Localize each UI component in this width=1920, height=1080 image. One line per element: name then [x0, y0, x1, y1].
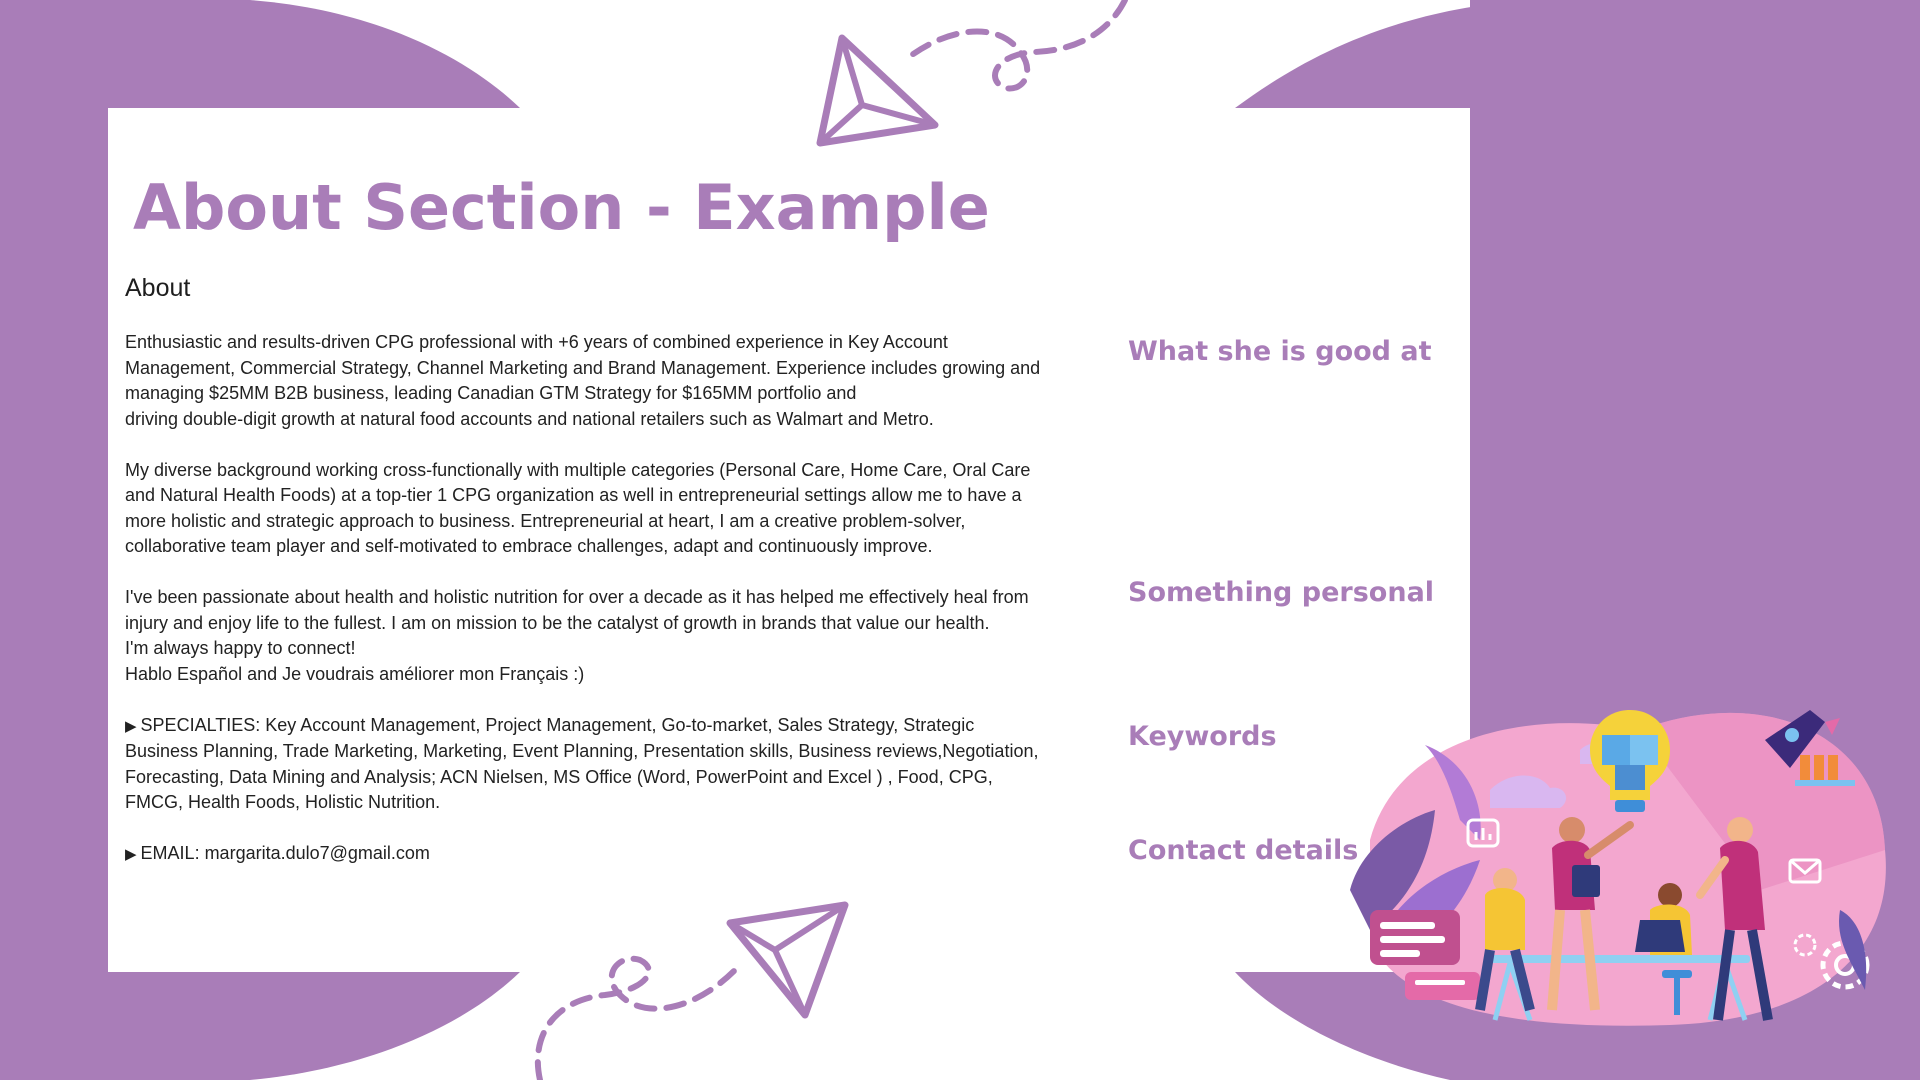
- text-line: and Natural Health Foods) at a top-tier 1 CPG organization as well in entrepreneurial settings allow me to have a: [125, 485, 1022, 505]
- text-line: Management, Commercial Strategy, Channel Marketing and Brand Management. Experience includes growing and: [125, 357, 1041, 378]
- slide-title: About Section - Example: [133, 171, 990, 244]
- text-line: FMCG, Health Foods, Holistic Nutrition.: [125, 792, 441, 812]
- email-text: EMAIL: margarita.dulo7@gmail.com: [140, 843, 430, 863]
- email-line: [125, 841, 1115, 868]
- annotation-keywords: Keywords: [1128, 721, 1277, 752]
- specialties-line: [125, 713, 1115, 740]
- about-body: [125, 330, 1115, 868]
- blob-left-band: [0, 0, 108, 1080]
- team-collaboration-illustration: [1340, 690, 1900, 1040]
- paper-plane-top-icon: [800, 0, 1130, 150]
- text-line: collaborative team player and self-motivated to embrace challenges, adapt and continuously improve.: [125, 536, 933, 556]
- text-line: Hablo Español and Je voudrais améliorer mon Français :): [125, 663, 585, 684]
- annotation-good-at: What she is good at: [1128, 336, 1432, 367]
- text-line: I'm always happy to connect!: [125, 638, 356, 658]
- blob-bottom-left: [0, 972, 520, 1080]
- text-line: injury and enjoy life to the fullest. I am on mission to be the catalyst of growth in brands that value our health.: [125, 612, 990, 633]
- text-line: Business Planning, Trade Marketing, Marketing, Event Planning, Presentation skills, Business reviews,Negotiation,: [125, 741, 1039, 761]
- about-heading: About: [125, 274, 191, 302]
- bullet-triangle-icon: ▶: [125, 717, 137, 735]
- text-line: I've been passionate about health and holistic nutrition for over a decade as it has helped me effectively heal from: [125, 587, 1029, 607]
- text-line: more holistic and strategic approach to business. Entrepreneurial at heart, I am a creative problem-solver,: [125, 510, 966, 531]
- specialties-text: SPECIALTIES: Key Account Management, Project Management, Go-to-market, Sales Strategy, Strategic: [140, 714, 975, 735]
- paper-plane-bottom-icon: [525, 895, 865, 1080]
- annotation-personal: Something personal: [1128, 577, 1435, 608]
- text-line: driving double-digit growth at natural food accounts and national retailers such as Walmart and Metro.: [125, 408, 934, 429]
- bullet-triangle-icon: ▶: [125, 846, 137, 863]
- text-line: managing $25MM B2B business, leading Canadian GTM Strategy for $165MM portfolio and: [125, 383, 857, 403]
- text-line: Enthusiastic and results-driven CPG professional with +6 years of combined experience in Key Account: [125, 332, 948, 352]
- text-line: Forecasting, Data Mining and Analysis; ACN Nielsen, MS Office (Word, PowerPoint and Excel ) , Food, CPG,: [125, 766, 993, 787]
- annotation-contact: Contact details: [1128, 835, 1359, 866]
- text-line: My diverse background working cross-functionally with multiple categories (Personal Care, Home Care, Oral Care: [125, 459, 1031, 480]
